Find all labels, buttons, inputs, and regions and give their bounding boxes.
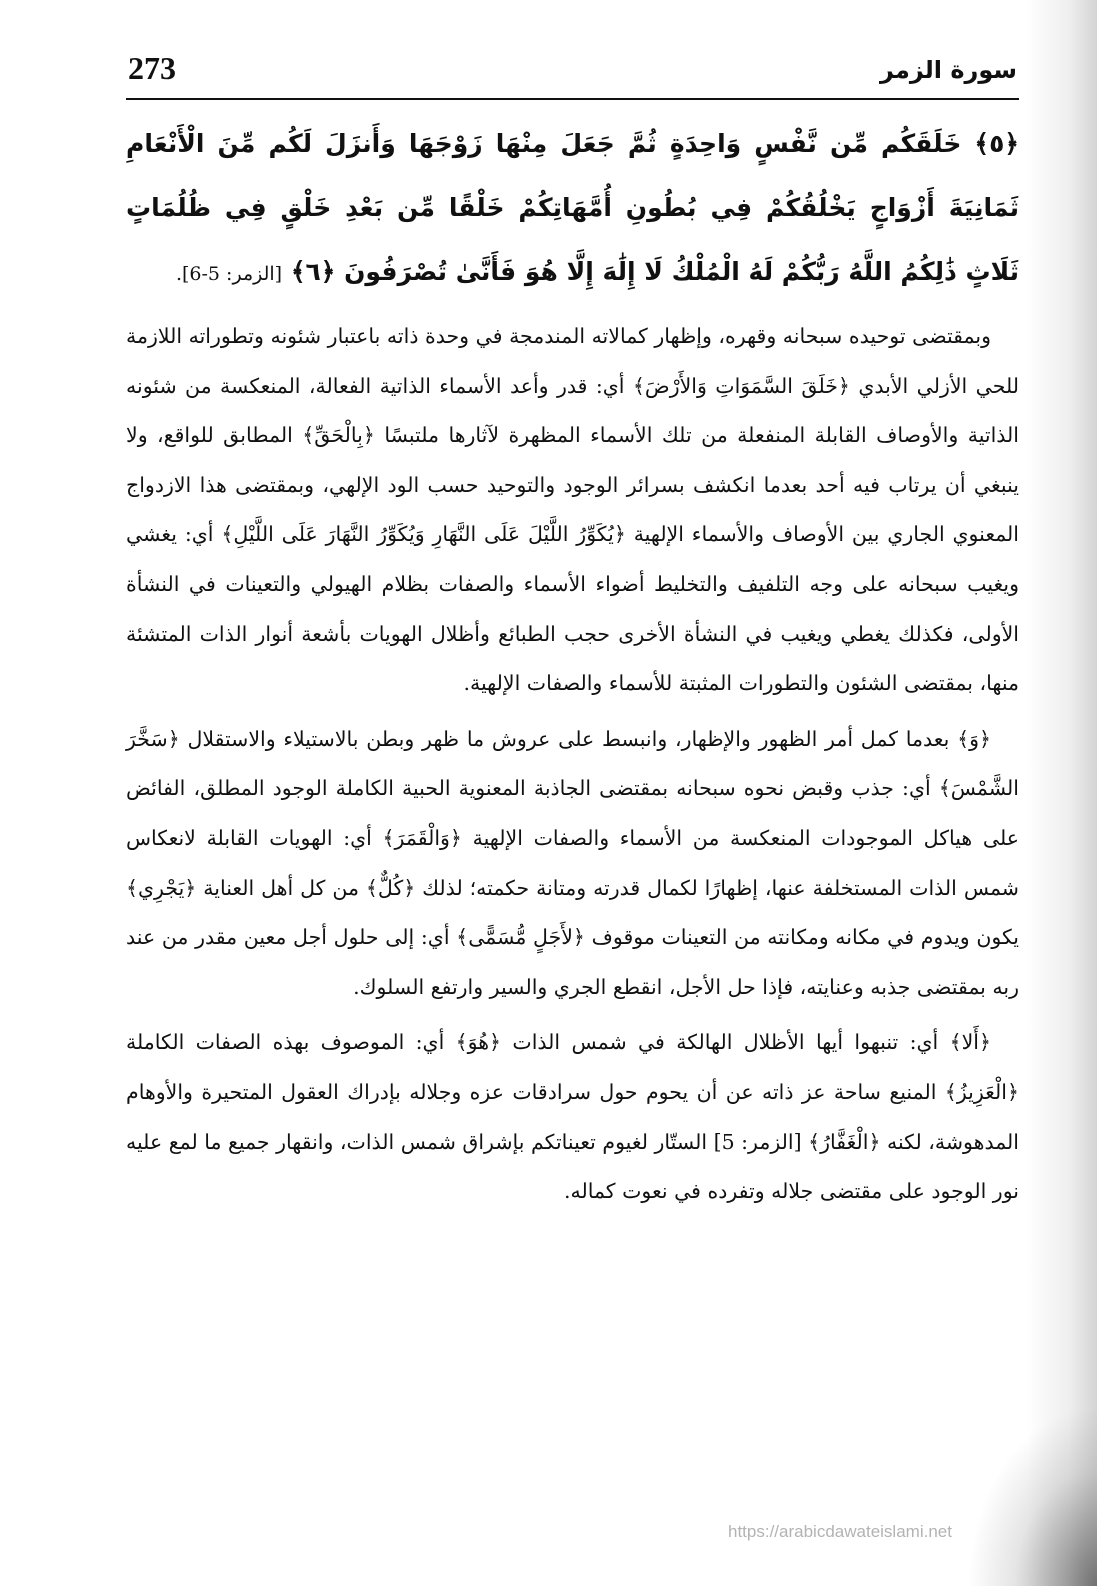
scan-shadow-right bbox=[1027, 0, 1097, 1586]
scan-shadow-corner bbox=[967, 1406, 1097, 1586]
page-number: 273 bbox=[128, 50, 176, 86]
quran-verse-block bbox=[126, 112, 1019, 306]
header-divider bbox=[126, 98, 1019, 100]
commentary-paragraph-3: ﴿أَلا﴾ أي: تنبهوا أيها الأظلال الهالكة في شمس الذات ﴿هُوَ﴾ أي: الموصوف بهذه الصفات الكاملة ﴿الْعَزِيزُ﴾ المنيع ساحة عز ذاته عن أن يحوم حول سرادقات عزه وجلاله بإدراك العقول المتحيرة والأوهام المدهوشة، لكنه ﴿الْغَفَّارُ﴾ [الزمر: 5] الستّار لغيوم تعيناتكم بإشراق شمس الذات، وانقهار جميع ما لمع عليه نور الوجود على مقتضى جلاله وتفرده في نعوت كماله. bbox=[126, 1030, 1019, 1204]
verse-reference: [الزمر: 5-6]. bbox=[175, 263, 283, 285]
commentary-paragraph-1: وبمقتضى توحيده سبحانه وقهره، وإظهار كمالاته المندمجة في وحدة ذاته باعتبار شئونه وتطوراته اللازمة للحي الأزلي الأبدي ﴿خَلَقَ السَّمَوَاتِ وَالأَرْضَ﴾ أي: قدر وأعد الأسماء الذاتية الفعالة، المنعكسة من شئونه الذاتية والأوصاف القابلة المنفعلة من تلك الأسماء المظهرة لآثارها ملتبسًا ﴿بِالْحَقِّ﴾ المطابق للواقع، ولا ينبغي أن يرتاب فيه أحد بعدما انكشف بسرائر الوجود والتوحيد حسب الود الإلهي، وبمقتضى هذا الازدواج المعنوي الجاري بين الأوصاف والأسماء الإلهية ﴿يُكَوِّرُ اللَّيْلَ عَلَى النَّهَارِ وَيُكَوِّرُ النَّهَارَ عَلَى اللَّيْلِ﴾ أي: يغشي ويغيب سبحانه على وجه التلفيف والتخليط أضواء الأسماء والصفات بظلام الهيولي والتعينات في النشأة الأولى، فكذلك يغطي ويغيب في النشأة الأخرى حجب الطبائع وأظلال الهويات بأشعة أنوار الذات المتشئة منها، بمقتضى الشئون والتطورات المثبتة للأسماء والصفات الإلهية. bbox=[126, 324, 1019, 696]
watermark-url: https://arabicdawateislami.net bbox=[728, 1522, 952, 1541]
page-body bbox=[126, 112, 1019, 1217]
verse-text: ﴿٥﴾ خَلَقَكُم مِّن نَّفْسٍ وَاحِدَةٍ ثُمَّ جَعَلَ مِنْهَا زَوْجَهَا وَأَنزَلَ لَكُم مِّنَ الْأَنْعَامِ ثَمَانِيَةَ أَزْوَاجٍ يَخْلُقُكُمْ فِي بُطُونِ أُمَّهَاتِكُمْ خَلْقًا مِّن بَعْدِ خَلْقٍ فِي ظُلُمَاتٍ ثَلَاثٍ ذَٰلِكُمُ اللَّهُ رَبُّكُمْ لَهُ الْمُلْكُ لَا إِلَٰهَ إِلَّا هُوَ فَأَنَّىٰ تُصْرَفُونَ ﴿٦﴾ bbox=[126, 129, 1019, 286]
surah-title: سورة الزمر bbox=[880, 56, 1017, 84]
commentary-paragraph-2: ﴿وَ﴾ بعدما كمل أمر الظهور والإظهار، وانبسط على عروش ما ظهر وبطن بالاستيلاء والاستقلال ﴿سَخَّرَ الشَّمْسَ﴾ أي: جذب وقبض نحوه سبحانه بمقتضى الجاذبة المعنوية الحبية الكاملة الوجود المطلق، الفائض على هياكل الموجودات المنعكسة من الأسماء والصفات الإلهية ﴿وَالْقَمَرَ﴾ أي: الهويات القابلة لانعكاس شمس الذات المستخلفة عنها، إظهارًا لكمال قدرته ومتانة حكمته؛ لذلك ﴿كُلٌّ﴾ من كل أهل العناية ﴿يَجْرِي﴾ يكون ويدوم في مكانه ومكانته من التعينات موقوف ﴿لأَجَلٍ مُّسَمًّى﴾ أي: إلى حلول أجل معين مقدر من عند ربه بمقتضى جذبه وعنايته، فإذا حل الأجل، انقطع الجري والسير وارتفع السلوك. bbox=[126, 726, 1019, 999]
